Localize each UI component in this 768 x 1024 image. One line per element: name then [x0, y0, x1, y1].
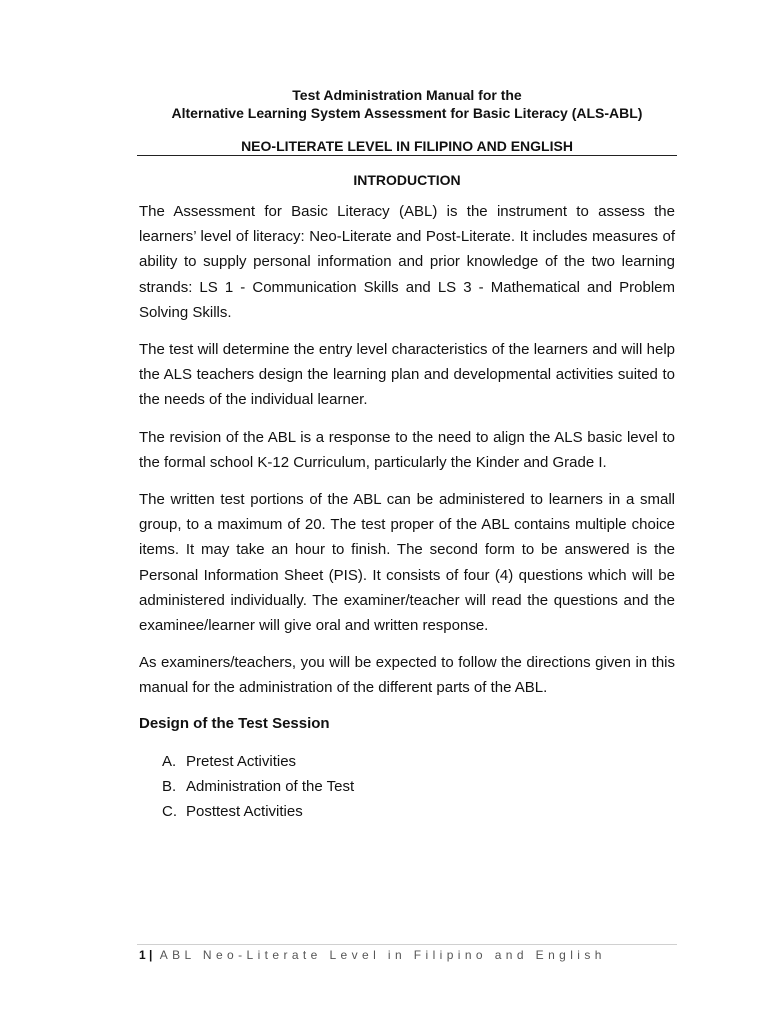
- list-item-text: Pretest Activities: [186, 753, 297, 770]
- list-item-letter: C.: [162, 803, 177, 820]
- paragraph-2: The test will determine the entry level characteristics of the learners and will help the ALS teachers design the learning plan and developmental activities suited to the needs of the individual learner.: [139, 341, 675, 409]
- test-session-list: [162, 752, 354, 827]
- list-item: [162, 777, 354, 802]
- list-item-text: Administration of the Test: [186, 778, 355, 795]
- list-item-text: Posttest Activities: [186, 803, 303, 820]
- list-item: [162, 752, 354, 777]
- footer-separator: |: [149, 948, 153, 962]
- title-divider: [137, 155, 677, 156]
- paragraph-3: The revision of the ABL is a response to the need to align the ALS basic level to the formal school K-12 Curriculum, particularly the Kinder and Grade I.: [139, 429, 675, 472]
- list-item-letter: B.: [162, 778, 177, 795]
- page-footer: [139, 946, 606, 964]
- paragraph-1: The Assessment for Basic Literacy (ABL) is the instrument to assess the learners’ level of literacy: Neo-Literate and Post-Literate. It includes measures of ability to supply personal information and prior knowledge of the two learning strands: LS 1 - Communication Skills and LS 3 - Mathematical and Problem Solving Skills.: [139, 203, 675, 321]
- paragraph-5: As examiners/teachers, you will be expected to follow the directions given in this manual for the administration of the different parts of the ABL.: [139, 654, 675, 697]
- footer-running-title: ABL Neo-Literate Level in Filipino and English: [159, 948, 606, 962]
- list-item-letter: A.: [162, 753, 177, 770]
- document-title-line1: Test Administration Manual for the: [292, 87, 522, 103]
- introduction-heading: INTRODUCTION: [353, 172, 461, 188]
- page-number: 1: [139, 948, 146, 962]
- document-subtitle: NEO-LITERATE LEVEL IN FILIPINO AND ENGLISH: [241, 138, 573, 154]
- section-heading-design: Design of the Test Session: [139, 715, 330, 732]
- footer-divider: [137, 944, 677, 945]
- document-title-line2: Alternative Learning System Assessment for Basic Literacy (ALS-ABL): [171, 105, 643, 121]
- list-item: [162, 802, 354, 827]
- paragraph-4: The written test portions of the ABL can be administered to learners in a small group, to a maximum of 20. The test proper of the ABL contains multiple choice items. It may take an hour to finish. The second form to be answered is the Personal Information Sheet (PIS). It consists of four (4) questions which will be administered individually. The examiner/teacher will read the questions and the examinee/learner will give oral and written response.: [139, 491, 675, 635]
